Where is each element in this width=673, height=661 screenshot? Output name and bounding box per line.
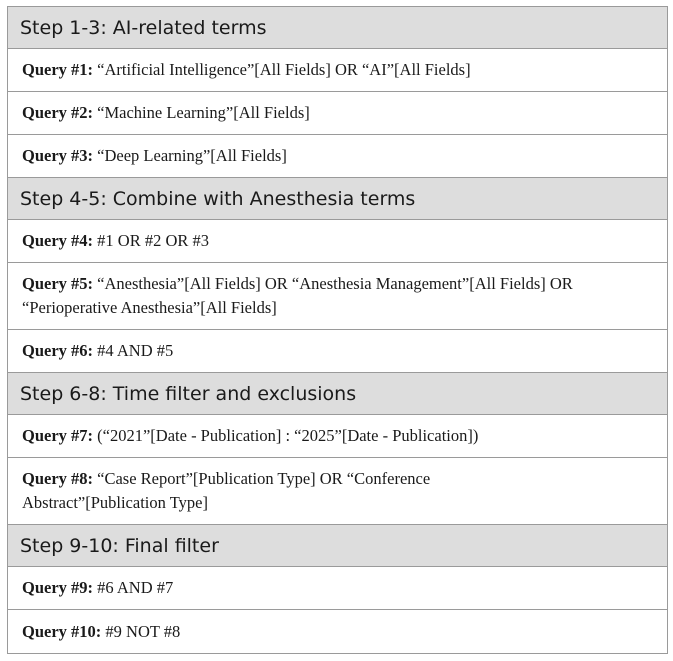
query-label: Query #10: [22, 621, 102, 641]
query-label: Query #2: [22, 103, 94, 122]
query-row [8, 330, 667, 373]
query-row [8, 610, 667, 653]
query-content [22, 272, 655, 320]
query-text: #9 NOT #8 [101, 621, 181, 641]
query-label: Query #6: [22, 341, 94, 360]
query-row [8, 49, 667, 92]
section-header-step-6-8: Step 6-8: Time filter and exclusions [8, 373, 667, 415]
search-strategy-table [7, 6, 668, 654]
query-content [22, 58, 471, 82]
section-header-step-9-10: Step 9-10: Final filter [8, 525, 667, 567]
query-text: “Case Report”[Publication Type] OR “Conference Abstract”[Publication Type] [22, 469, 431, 512]
section-header-step-1-3: Step 1-3: AI-related terms [8, 7, 667, 49]
query-label: Query #7: [22, 426, 94, 445]
query-text: “Artificial Intelligence”[All Fields] OR “AI”[All Fields] [93, 60, 471, 79]
query-content [22, 576, 173, 600]
query-content [22, 467, 497, 515]
query-label: Query #4: [22, 231, 94, 250]
query-text: (“2021”[Date - Publication] : “2025”[Date - Publication]) [93, 426, 479, 445]
query-content [22, 101, 310, 125]
query-row [8, 220, 667, 263]
query-content [22, 620, 180, 644]
query-label: Query #5: [22, 274, 94, 293]
query-row [8, 92, 667, 135]
section-header-step-4-5: Step 4-5: Combine with Anesthesia terms [8, 178, 667, 220]
query-label: Query #3: [22, 146, 94, 165]
query-label: Query #9: [22, 578, 94, 597]
query-row [8, 135, 667, 178]
query-text: #6 AND #7 [93, 578, 174, 597]
query-content [22, 339, 173, 363]
query-label: Query #1: [22, 60, 94, 79]
query-row [8, 567, 667, 610]
query-text: “Deep Learning”[All Fields] [93, 146, 287, 165]
query-text: “Anesthesia”[All Fields] OR “Anesthesia Management”[All Fields] OR “Perioperative Anesthesia”[All Fields] [22, 274, 573, 317]
query-content [22, 144, 287, 168]
query-text: #1 OR #2 OR #3 [93, 231, 209, 250]
query-content [22, 229, 209, 253]
query-row [8, 458, 667, 525]
query-row [8, 263, 667, 330]
query-text: “Machine Learning”[All Fields] [93, 103, 310, 122]
query-text: #4 AND #5 [93, 341, 174, 360]
query-row [8, 415, 667, 458]
query-label: Query #8: [22, 469, 94, 488]
query-content [22, 424, 478, 448]
